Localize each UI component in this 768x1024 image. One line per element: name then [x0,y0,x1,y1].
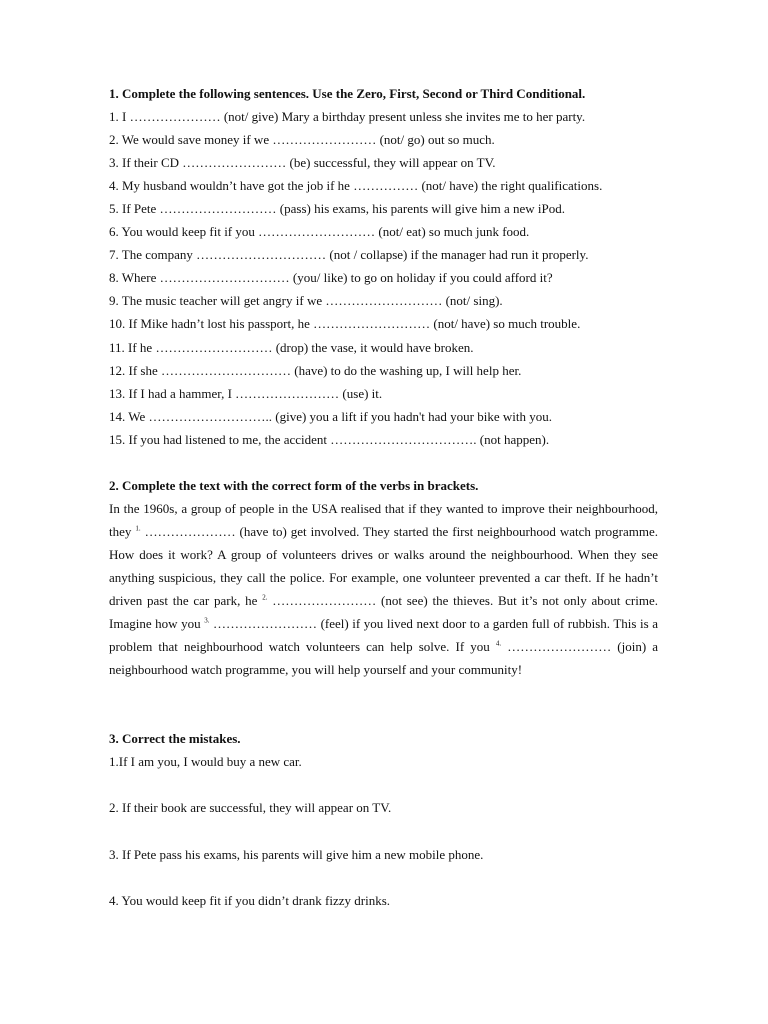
gap-number: 4. [495,639,502,648]
section3-heading: 3. Correct the mistakes. [109,731,241,746]
sentence-item: 13. If I had a hammer, I …………………… (use) it. [109,386,383,401]
paragraph-text: …………………… (not see) the thieves. But it’s not only about crime. Imagine how you [109,593,659,631]
section2-heading: 2. Complete the text with the correct form of the verbs in brackets. [109,478,479,493]
sentence-item: 2. We would save money if we …………………… (not/ go) out so much. [109,132,495,147]
mistake-item: 4. You would keep fit if you didn’t drank fizzy drinks. [109,893,391,908]
mistake-item: 1.If I am you, I would buy a new car. [109,754,302,769]
paragraph-text: In the 1960s, a group of people in the USA realised that if they wanted to improve their neighbourhood, they [109,501,658,539]
sentence-item: 1. I ………………… (not/ give) Mary a birthday present unless she invites me to her party. [109,109,586,124]
sentence-item: 15. If you had listened to me, the accident ……………………………. (not happen). [109,432,550,447]
sentence-item: 12. If she ………………………… (have) to do the washing up, I will help her. [109,363,522,378]
paragraph-text: ………………… (have to) get involved. They started the first neighbourhood watch programme. How does it work? A group of volunteers drives or walks around the neighbourhood. When they see anything suspicious, they call the police. For example, one volunteer prevented a car theft. If he hadn’t driven past the car park, he [109,524,659,608]
paragraph-text: …………………… (join) a neighbourhood watch programme, you will help yourself and your community! [109,639,659,677]
mistake-item: 3. If Pete pass his exams, his parents will give him a new mobile phone. [109,847,484,862]
sentence-item: 10. If Mike hadn’t lost his passport, he ……………………… (not/ have) so much trouble. [109,316,581,331]
sentence-item: 11. If he ……………………… (drop) the vase, it would have broken. [109,340,474,355]
sentence-item: 8. Where ………………………… (you/ like) to go on holiday if you could afford it? [109,270,553,285]
section1-heading: 1. Complete the following sentences. Use the Zero, First, Second or Third Conditional. [109,86,586,101]
sentence-item: 6. You would keep fit if you ……………………… (not/ eat) so much junk food. [109,224,530,239]
sentence-item: 4. My husband wouldn’t have got the job if he …………… (not/ have) the right qualifications. [109,178,603,193]
gap-number: 2. [262,593,268,602]
sentence-item: 7. The company ………………………… (not / collapse) if the manager had run it properly. [109,247,589,262]
section2-paragraph [109,497,658,681]
sentence-item: 14. We ……………………….. (give) you a lift if you hadn't had your bike with you. [109,409,552,424]
gap-number: 1. [135,524,141,533]
sentence-item: 5. If Pete ……………………… (pass) his exams, his parents will give him a new iPod. [109,201,566,216]
sentence-item: 9. The music teacher will get angry if we ……………………… (not/ sing). [109,293,503,308]
gap-number: 3. [204,616,210,625]
sentence-item: 3. If their CD …………………… (be) successful, they will appear on TV. [109,155,496,170]
mistake-item: 2. If their book are successful, they will appear on TV. [109,800,392,815]
paragraph-text: …………………… (feel) if you lived next door to a garden full of rubbish. This is a problem that neighbourhood watch volunteers can help solve. If you [109,616,659,654]
